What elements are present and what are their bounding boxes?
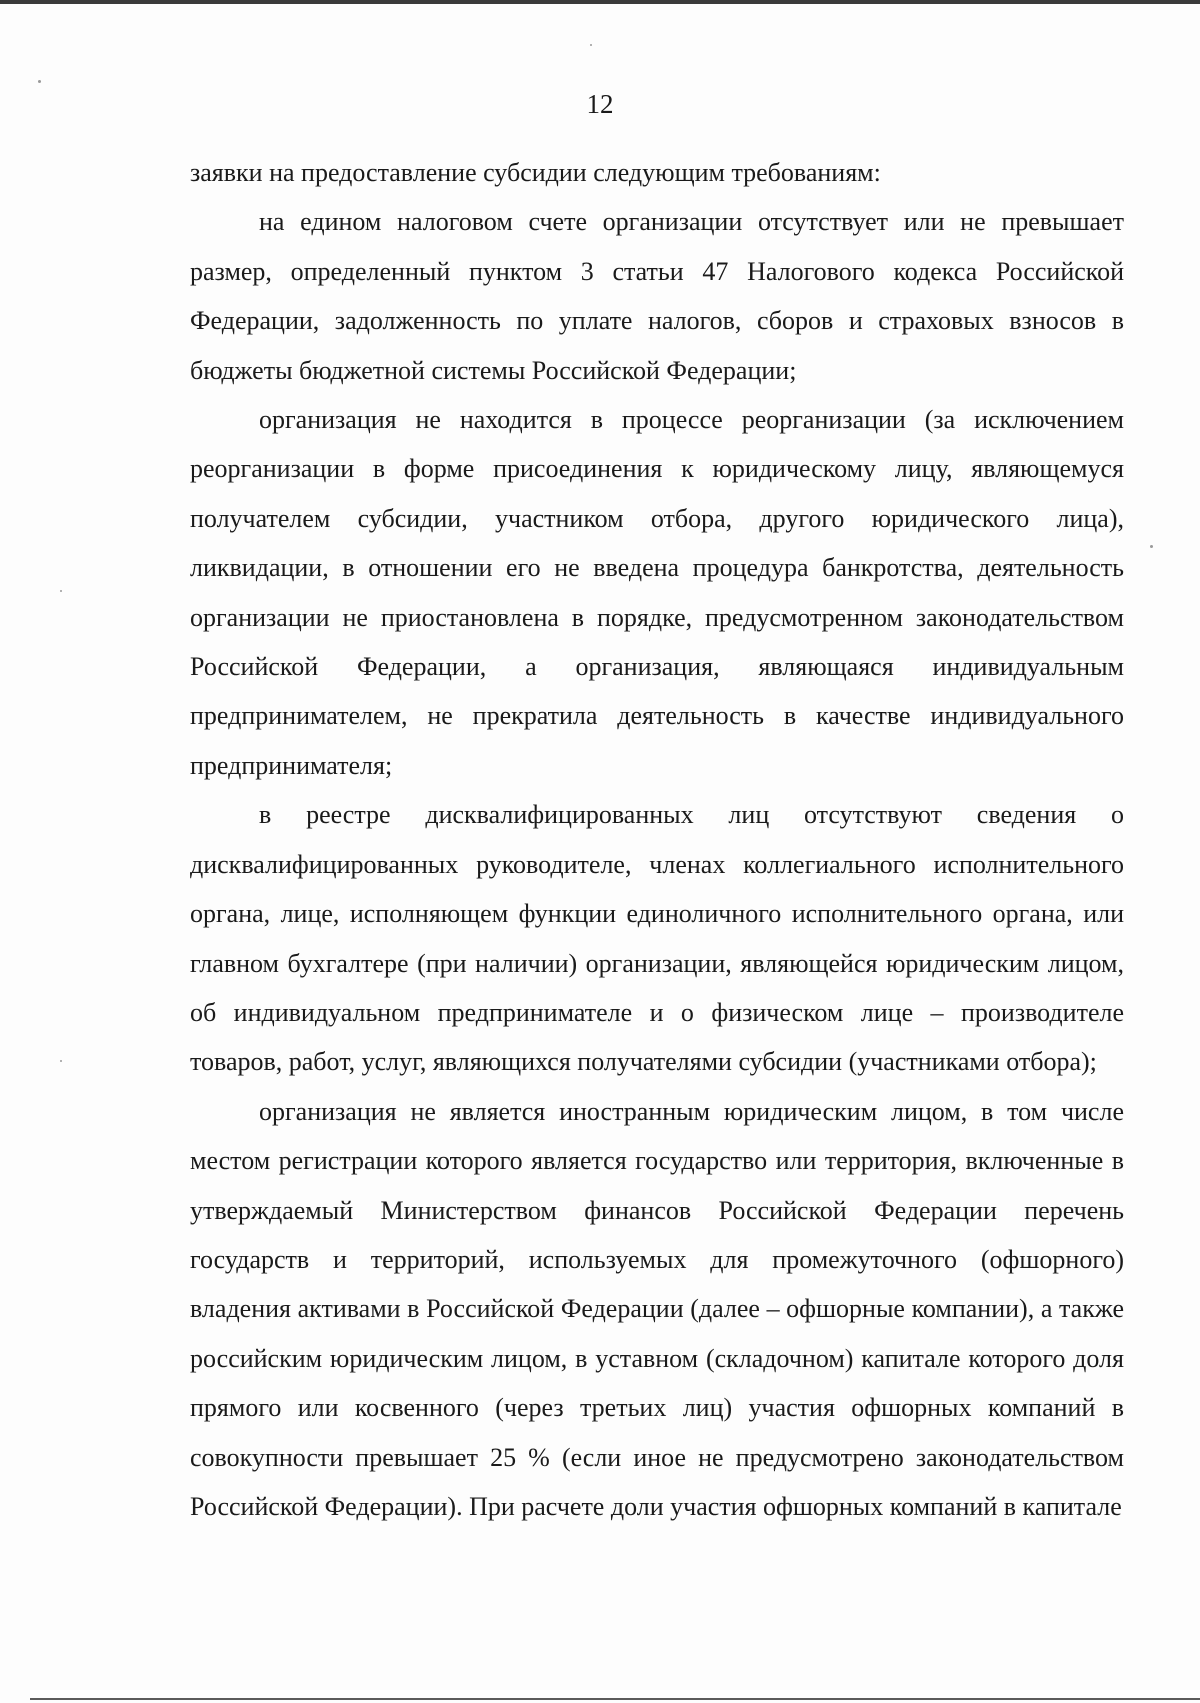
scan-speck bbox=[38, 80, 41, 83]
paragraph-intro: заявки на предоставление субсидии следующим требованиям: bbox=[190, 158, 881, 187]
paragraph-disqualified-registry: в реестре дисквалифицированных лиц отсутствуют сведения о дисквалифицированных руководителе, членах коллегиального исполнительного органа, лице, исполняющем функции единоличного исполнительного органа, или главном бухгалтере (при наличии) организации, являющейся юридическим лицом, об индивидуальном предпринимателе и о физическом лице – производителе товаров, работ, услуг, являющихся получателями субсидии (участниками отбора); bbox=[190, 800, 1124, 1077]
scan-top-edge bbox=[0, 0, 1200, 4]
scan-speck bbox=[60, 1060, 62, 1062]
scan-speck bbox=[60, 590, 62, 592]
paragraph-offshore: организация не является иностранным юридическим лицом, в том числе местом регистрации которого является государство или территория, включенные в утверждаемый Министерством финансов Российской Федерации перечень государств и территорий, используемых для промежуточного (офшорного) владения активами в Российской Федерации (далее – офшорные компании), а также российским юридическим лицом, в уставном (складочном) капитале которого доля прямого или косвенного (через третьих лиц) участия офшорных компаний в совокупности превышает 25 % (если иное не предусмотрено законодательством Российской Федерации). При расчете доли участия офшорных компаний в капитале bbox=[190, 1096, 1124, 1521]
page-number: 12 bbox=[586, 89, 614, 119]
paragraph-tax-debt: на едином налоговом счете организации отсутствует или не превышает размер, определенный пунктом 3 статьи 47 Налогового кодекса Российской Федерации, задолженность по уплате налогов, сборов и страховых взносов в бюджеты бюджетной системы Российской Федерации; bbox=[190, 207, 1124, 385]
body-text bbox=[190, 148, 1124, 1531]
paragraph-reorganization: организация не находится в процессе реорганизации (за исключением реорганизации в форме присоединения к юридическому лицу, являющемуся получателем субсидии, участником отбора, другого юридического лица), ликвидации, в отношении его не введена процедура банкротства, деятельность организации не приостановлена в порядке, предусмотренном законодательством Российской Федерации, а организация, являющаяся индивидуальным предпринимателем, не прекратила деятельность в качестве индивидуального предпринимателя; bbox=[190, 405, 1124, 780]
scan-speck bbox=[590, 44, 592, 46]
scan-bottom-edge bbox=[30, 1698, 1200, 1700]
scan-speck bbox=[1150, 545, 1153, 548]
